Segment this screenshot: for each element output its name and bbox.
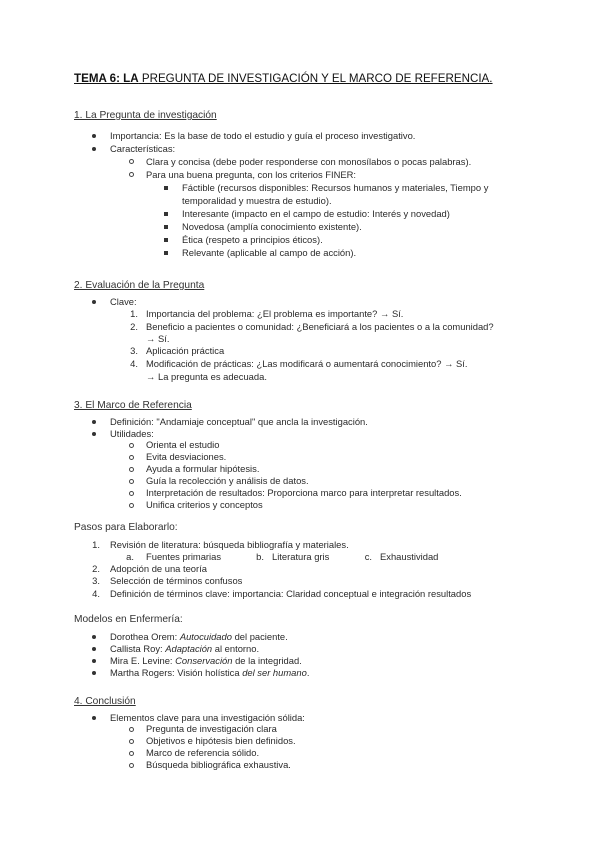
list-number: 4. [130,358,138,369]
bullet-icon [92,300,96,304]
list-number: 3. [130,345,138,356]
pasos-item-2: Adopción de una teoría [110,563,207,574]
bullet-icon [92,635,96,639]
square-bullet-icon [164,186,168,190]
square-bullet-icon [164,238,168,242]
s2-item-3: Aplicación práctica [146,345,225,356]
list-number: 2. [130,321,138,332]
s3-utilidad-4: Guía la recolección y análisis de datos. [146,475,309,486]
s3-utilidad-2: Evita desviaciones. [146,451,227,462]
pasos-heading: Pasos para Elaborarlo: [74,522,178,533]
modelo-orem: Dorothea Orem: Autocuidado del paciente. [110,631,288,642]
circle-bullet-icon [129,503,134,508]
s4-elemento-2: Objetivos e hipótesis bien definidos. [146,735,296,746]
square-bullet-icon [164,251,168,255]
circle-bullet-icon [129,491,134,496]
s2-item-4-line2: → La pregunta es adecuada. [146,371,267,382]
section-4-heading: 4. Conclusión [74,696,136,707]
s3-utilidad-6: Unifica criterios y conceptos [146,499,263,510]
s2-item-2-line2: → Sí. [146,333,170,344]
s3-definicion: Definición: "Andamiaje conceptual" que ancla la investigación. [110,416,368,427]
square-bullet-icon [164,225,168,229]
s1-buena: Para una buena pregunta, con los criterios FINER: [146,169,357,180]
pasos-sub-a: Fuentes primarias [146,551,222,562]
s1-factible-line2: temporalidad y muestra de estudio). [182,195,332,206]
circle-bullet-icon [129,467,134,472]
s4-elemento-4: Búsqueda bibliográfica exhaustiva. [146,759,291,770]
s4-elemento-1: Pregunta de investigación clara [146,723,277,734]
circle-bullet-icon [129,172,134,177]
modelo-rogers: Martha Rogers: Visión holística del ser humano. [110,667,310,678]
modelos-heading: Modelos en Enfermería: [74,614,183,625]
modelo-roy: Callista Roy: Adaptación al entorno. [110,643,260,654]
circle-bullet-icon [129,727,134,732]
title-rest: PREGUNTA DE INVESTIGACIÓN Y EL MARCO DE REFERENCIA. [138,72,493,85]
s4-elementos: Elementos clave para una investigación sólida: [110,712,305,723]
s3-utilidad-1: Orienta el estudio [146,439,220,450]
list-number: 4. [92,588,100,599]
s1-caracteristicas: Características: [110,143,176,154]
bullet-icon [92,647,96,651]
bullet-icon [92,659,96,663]
s2-item-2-line1: Beneficio a pacientes o comunidad: ¿Beneficiará a los pacientes o a la comunidad? [146,321,494,332]
page-title [74,72,493,86]
circle-bullet-icon [129,443,134,448]
section-1-heading: 1. La Pregunta de investigación [74,110,217,121]
s1-relevante: Relevante (aplicable al campo de acción). [182,247,357,258]
s1-factible-line1: Fáctible (recursos disponibles: Recursos humanos y materiales, Tiempo y [182,182,489,193]
modelo-levine: Mira E. Levine: Conservación de la integridad. [110,655,302,666]
square-bullet-icon [164,212,168,216]
section-3-heading: 3. El Marco de Referencia [74,400,192,411]
s1-interesante: Interesante (impacto en el campo de estudio: Interés y novedad) [182,208,450,219]
bullet-icon [92,671,96,675]
list-letter: c. [364,551,372,562]
bullet-icon [92,432,96,436]
s3-utilidad-5: Interpretación de resultados: Proporciona marco para interpretar resultados. [146,487,462,498]
list-number: 1. [130,308,138,319]
list-letter: b. [256,551,264,562]
circle-bullet-icon [129,751,134,756]
circle-bullet-icon [129,739,134,744]
pasos-item-1: Revisión de literatura: búsqueda bibliografía y materiales. [110,539,349,550]
s2-item-1: Importancia del problema: ¿El problema es importante? → Sí. [146,308,404,319]
circle-bullet-icon [129,763,134,768]
s2-clave: Clave: [110,296,137,307]
section-2-heading: 2. Evaluación de la Pregunta [74,280,205,291]
s3-utilidades: Utilidades: [110,428,154,439]
list-number: 3. [92,575,100,586]
s1-importancia: Importancia: Es la base de todo el estudio y guía el proceso investigativo. [110,130,416,141]
s4-elemento-3: Marco de referencia sólido. [146,747,260,758]
pasos-sub-b: Literatura gris [272,551,330,562]
s2-item-4-line1: Modificación de prácticas: ¿Las modificará o aumentará conocimiento? → Sí. [146,358,468,369]
list-letter: a. [126,551,134,562]
s1-etica: Ética (respeto a principios éticos). [182,234,323,245]
s1-novedosa: Novedosa (amplía conocimiento existente). [182,221,362,232]
circle-bullet-icon [129,159,134,164]
pasos-sub-c: Exhaustividad [380,551,439,562]
bullet-icon [92,134,96,138]
bullet-icon [92,716,96,720]
list-number: 2. [92,563,100,574]
pasos-item-3: Selección de términos confusos [110,575,243,586]
pasos-item-4: Definición de términos clave: importancia: Claridad conceptual e integración resultados [110,588,472,599]
s3-utilidad-3: Ayuda a formular hipótesis. [146,463,260,474]
circle-bullet-icon [129,455,134,460]
s1-clara: Clara y concisa (debe poder responderse con monosílabos o pocas palabras). [146,156,472,167]
bullet-icon [92,420,96,424]
title-prefix: TEMA 6: LA [74,72,139,85]
bullet-icon [92,147,96,151]
circle-bullet-icon [129,479,134,484]
list-number: 1. [92,539,100,550]
